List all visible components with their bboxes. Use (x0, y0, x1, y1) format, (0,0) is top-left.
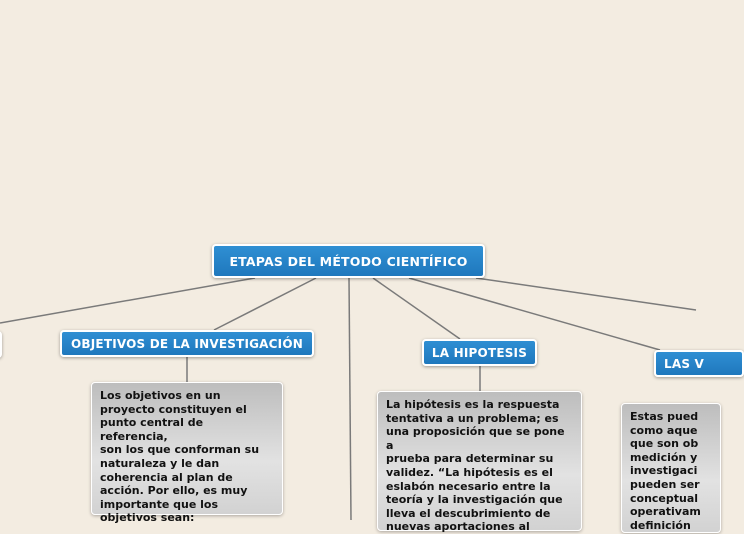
connector-central-right (476, 278, 696, 310)
topic-objetivos[interactable]: OBJETIVOS DE LA INVESTIGACIÓN (60, 330, 314, 357)
topic-offscreen-left[interactable] (0, 331, 2, 358)
note-variables: Estas pued como aque que son ob medición y investigaci pueden ser conceptual operativam definición (621, 403, 721, 533)
topic-variables[interactable]: LAS V (654, 350, 744, 377)
connector-central-left (0, 278, 255, 323)
connector-central-hipotesis (373, 278, 460, 339)
central-topic[interactable]: ETAPAS DEL MÉTODO CIENTÍFICO (212, 244, 485, 278)
topic-hipotesis[interactable]: LA HIPOTESIS (422, 339, 537, 366)
connector-central-down (349, 278, 351, 520)
note-objetivos: Los objetivos en un proyecto constituyen el punto central de referencia, son los que conforman su naturaleza y le dan coherencia al plan de acción. Por ello, es muy importante que los objetivos sean: (91, 382, 283, 515)
note-hipotesis: La hipótesis es la respuesta tentativa a un problema; es una proposición que se pone a prueba para determinar su validez. “La hipótesis es el eslabón necesario entre la teoría y la investigación que lleva el descubrimiento de nuevas aportaciones al (377, 391, 582, 531)
connector-central-objetivos (214, 278, 316, 330)
